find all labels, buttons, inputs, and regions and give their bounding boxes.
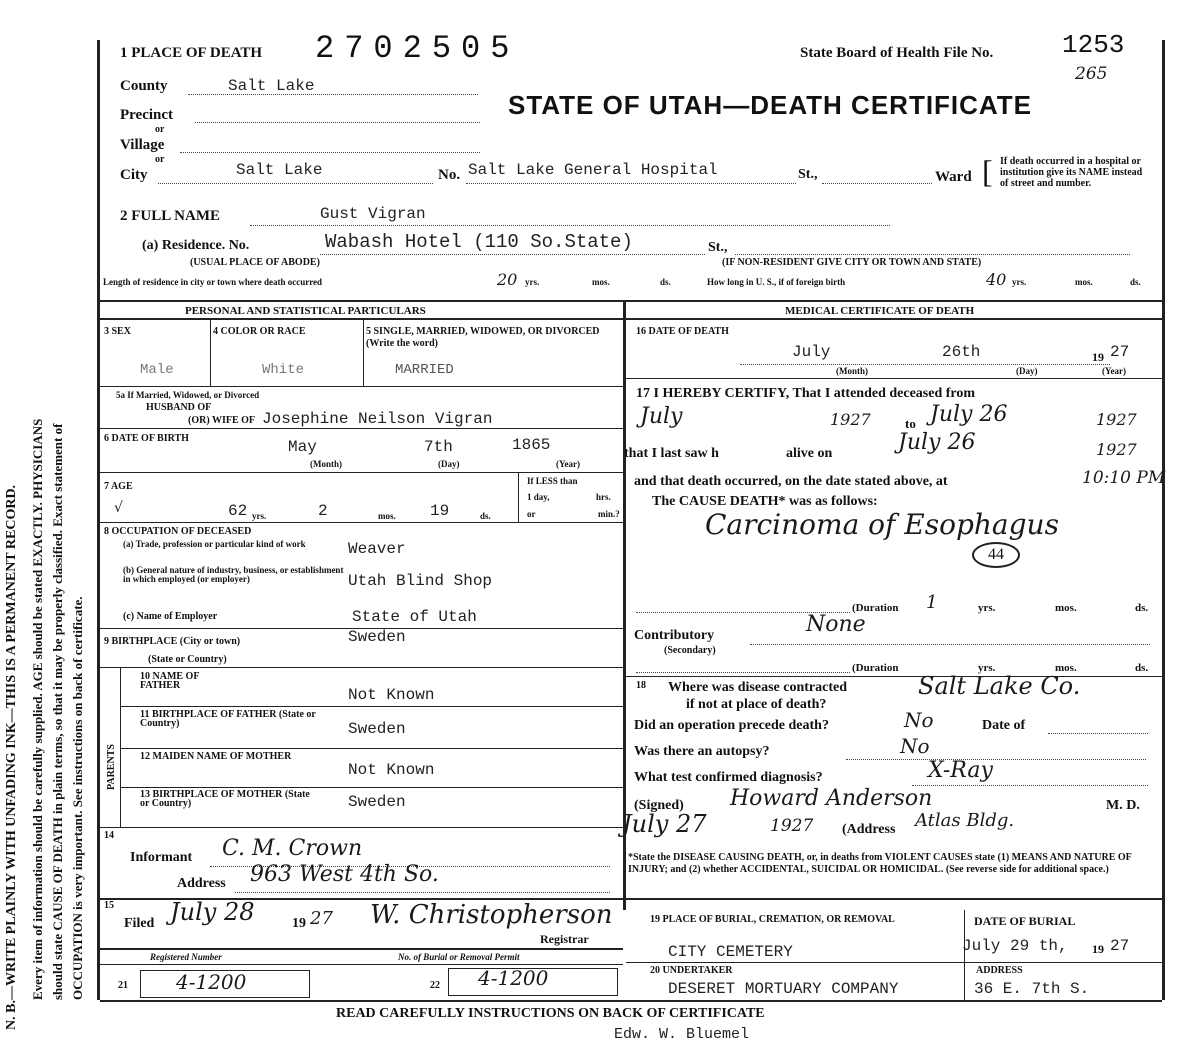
registered-number: 4-1200: [176, 970, 247, 994]
city-label: City: [120, 167, 148, 183]
place-of-death-label: 1 PLACE OF DEATH: [120, 45, 263, 61]
undertaker-address: 36 E. 7th S.: [974, 980, 1090, 998]
informant-address: 963 West 4th So.: [250, 862, 439, 887]
cause-footnote: *State the DISEASE CAUSING DEATH, or, in deaths from VIOLENT CAUSES state (1) MEANS AND NATURE OF INJURY; and (2) whether ACCIDENTAL, SUICIDAL OR HOMICIDAL. (See reverse side for additional space.): [628, 852, 1132, 875]
death-month: July: [792, 343, 831, 361]
cause-of-death: Carcinoma of Esophagus: [705, 508, 1059, 541]
autopsy-value: No: [900, 734, 930, 758]
industry-value: Utah Blind Shop: [348, 572, 493, 590]
burial-date-label: DATE OF BURIAL: [974, 914, 1076, 928]
where-contracted-label: Where was disease contracted: [668, 680, 847, 695]
father-birthplace: Sweden: [348, 720, 406, 738]
age-days: 19: [430, 502, 450, 520]
residence-value: Wabash Hotel (110 So.State): [325, 231, 633, 253]
village-label: Village: [120, 137, 165, 153]
time-of-death: 10:10 PM: [1082, 468, 1166, 488]
physician-signature: Howard Anderson: [730, 786, 933, 811]
burial-place-label: 19 PLACE OF BURIAL, CREMATION, OR REMOVAL: [650, 914, 895, 925]
permit-number: 4-1200: [478, 966, 549, 990]
length-residence-label: Length of residence in city or town where death occurred: [103, 277, 323, 287]
operation-value: No: [904, 708, 934, 732]
marital-label: 5 SINGLE, MARRIED, WIDOWED, OR DIVORCED (Write the word): [366, 326, 600, 349]
burial-place: CITY CEMETERY: [668, 943, 793, 961]
age-months: 2: [318, 502, 328, 520]
informant-label: Informant: [130, 850, 193, 865]
marital-value: MARRIED: [395, 362, 454, 378]
attended-to: July 26: [930, 402, 1008, 427]
test-value: X-Ray: [928, 758, 993, 783]
sidebar-line-2: Every item of information should be carefully supplied. AGE should be stated EXACTLY. PHYSICIANS: [30, 418, 45, 1000]
certificate-number: 2702505: [315, 30, 520, 67]
file-number-2: 265: [1075, 64, 1108, 84]
county-value: Salt Lake: [228, 77, 315, 95]
full-name-value: Gust Vigran: [320, 205, 426, 223]
birthplace-label: 9 BIRTHPLACE (City or town): [104, 636, 241, 647]
physician-address: Atlas Bldg.: [915, 810, 1015, 831]
border-right: [1162, 40, 1165, 1000]
burial-date: July 29 th,: [962, 937, 1068, 955]
county-label: County: [120, 78, 168, 94]
mother-birthplace: Sweden: [348, 793, 406, 811]
contributory-label: Contributory: [634, 628, 715, 643]
color-value: White: [262, 362, 305, 378]
cause-code: 44: [972, 542, 1020, 568]
employer-value: State of Utah: [352, 608, 477, 626]
last-seen-date: July 26: [898, 430, 976, 455]
sidebar-line-3: should state CAUSE OF DEATH in plain terms, so that it may be properly classified. Exact statement of: [50, 423, 65, 1000]
full-name-label: 2 FULL NAME: [120, 208, 221, 224]
certify-text: 17 I HEREBY CERTIFY, That I attended deceased from: [636, 386, 976, 401]
filed-label: Filed: [124, 916, 155, 931]
signed-label: (Signed): [634, 798, 684, 813]
registrar-signature: W. Christopherson: [370, 900, 613, 930]
where-contracted: Salt Lake Co.: [918, 672, 1081, 700]
signed-date: July 27: [622, 810, 707, 838]
burial-year: 27: [1110, 937, 1130, 955]
sidebar-line-4: OCCUPATION is very important. See instructions on back of certificate.: [70, 596, 85, 1000]
age-years: 62: [228, 502, 248, 520]
operation-label: Did an operation precede death?: [634, 718, 829, 733]
city-value: Salt Lake: [236, 161, 323, 179]
dob-month: May: [288, 438, 317, 456]
residence-label: (a) Residence. No.: [142, 238, 250, 253]
spouse-value: Josephine Neilson Vigran: [262, 410, 493, 428]
parents-label: PARENTS: [106, 744, 117, 790]
dob-day: 7th: [424, 438, 453, 456]
certificate-title: STATE OF UTAH—DEATH CERTIFICATE: [508, 90, 1032, 120]
informant-address-label: Address: [177, 876, 226, 891]
bottom-signature: Edw. W. Bluemel: [614, 1026, 750, 1043]
us-residence-yrs: 40: [986, 270, 1007, 289]
undertaker-value: DESERET MORTUARY COMPANY: [668, 980, 899, 998]
us-residence-label: How long in U. S., if of foreign birth: [707, 277, 846, 287]
file-number: 1253: [1062, 30, 1125, 60]
instructions-footer: READ CAREFULLY INSTRUCTIONS ON BACK OF CERTIFICATE: [336, 1006, 765, 1021]
medical-section-title: MEDICAL CERTIFICATE OF DEATH: [785, 305, 975, 317]
ward-label: Ward: [935, 169, 972, 185]
attended-from: July: [640, 404, 683, 429]
file-number-label: State Board of Health File No.: [800, 45, 994, 61]
length-residence-yrs: 20: [497, 270, 518, 289]
undertaker-label: 20 UNDERTAKER: [650, 965, 733, 976]
precinct-label: Precinct: [120, 107, 174, 123]
autopsy-label: Was there an autopsy?: [634, 744, 770, 759]
test-label: What test confirmed diagnosis?: [634, 770, 823, 785]
personal-section-title: PERSONAL AND STATISTICAL PARTICULARS: [185, 305, 426, 317]
duration-years: 1: [926, 592, 938, 613]
occupation-value: Weaver: [348, 540, 406, 558]
sex-label: 3 SEX: [104, 326, 131, 337]
dob-year: 1865: [512, 436, 551, 454]
age-label: 7 AGE: [104, 481, 133, 492]
death-day: 26th: [942, 343, 981, 361]
street-address: Salt Lake General Hospital: [468, 161, 718, 179]
mother-name: Not Known: [348, 761, 435, 779]
sex-value: Male: [140, 362, 174, 378]
death-year: 27: [1110, 343, 1130, 361]
father-name: Not Known: [348, 686, 435, 704]
hospital-note: If death occurred in a hospital or institution give its NAME instead of street and number.: [1000, 156, 1143, 189]
sidebar-line-1: N. B.—WRITE PLAINLY WITH UNFADING INK—THIS IS A PERMANENT RECORD.: [4, 484, 19, 1030]
filed-date: July 28: [170, 898, 255, 926]
border-left: [97, 40, 100, 1000]
color-label: 4 COLOR OR RACE: [213, 326, 306, 337]
informant-value: C. M. Crown: [222, 836, 363, 861]
contributory-value: None: [806, 612, 866, 637]
date-of-death-label: 16 DATE OF DEATH: [636, 326, 729, 337]
cause-label: The CAUSE DEATH* was as follows:: [652, 494, 878, 509]
birthplace-value: Sweden: [348, 628, 406, 646]
dob-label: 6 DATE OF BIRTH: [104, 433, 189, 444]
occupation-label: 8 OCCUPATION OF DECEASED: [104, 526, 252, 537]
